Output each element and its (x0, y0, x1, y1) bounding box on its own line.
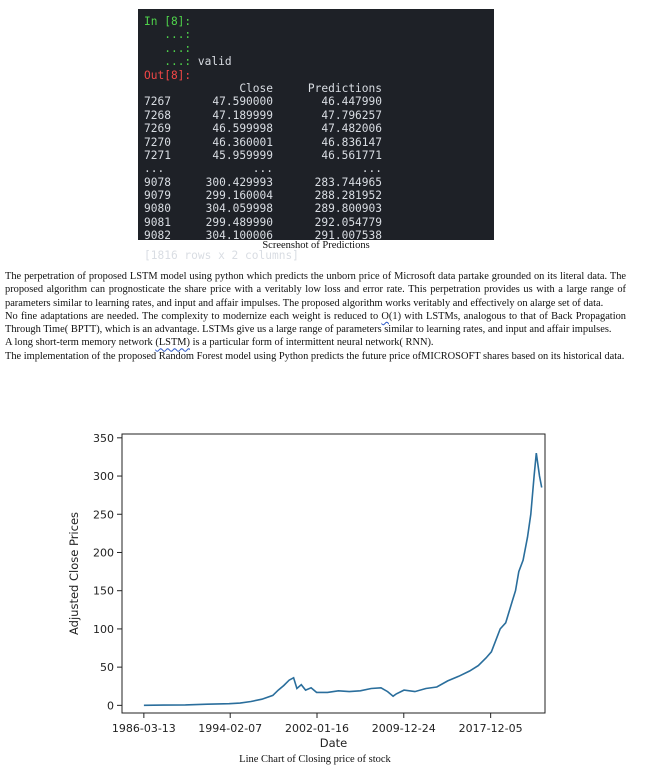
close-value: ... (252, 162, 273, 176)
paragraph-text: is a particular form of intermittent neural network( RNN). (190, 337, 434, 349)
continuation-prompt: ...: (164, 55, 192, 69)
table-row (144, 95, 494, 108)
table-row (144, 216, 494, 229)
continuation-prompt: ...: (164, 41, 192, 55)
output-prompt-line (144, 69, 494, 82)
y-axis-title: Adjusted Close Prices (67, 511, 81, 636)
paragraph: The implementation of the proposed Random Forest model using Python predicts the future price ofMICROSOFT shares based on its historical data. (5, 350, 625, 362)
spellcheck-word: O (381, 310, 389, 322)
row-index: 7267 (144, 95, 171, 109)
input-prompt: In [8]: (144, 15, 192, 28)
closing-price-line-chart (60, 428, 580, 758)
paragraph (5, 336, 626, 349)
paragraph-text: (1) with LSTMs, analogous to that of Back Propagation Through Time( BPTT), which is an advantage. LSTMs give us a large range of parameters similar to learning rates, and input and affair impulses. (5, 310, 626, 336)
code-line (144, 55, 494, 68)
output-prompt: Out[8]: (144, 68, 192, 82)
continuation-line (144, 28, 494, 41)
prediction-value: 46.447990 (321, 95, 382, 109)
chart-svg (60, 428, 580, 758)
figure-caption-predictions: Screenshot of Predictions (262, 240, 370, 251)
y-tick-label: 100 (93, 622, 114, 636)
input-prompt-line (144, 15, 494, 28)
body-text (5, 270, 626, 363)
table-row (144, 162, 494, 175)
row-index: 7270 (144, 135, 171, 149)
y-tick-label: 50 (100, 661, 114, 675)
row-index: 7271 (144, 148, 171, 162)
prediction-value: 47.482006 (321, 122, 382, 136)
prediction-value: 289.800903 (314, 202, 382, 216)
close-value: 299.160004 (205, 189, 273, 203)
y-tick-label: 200 (93, 546, 114, 560)
y-tick-label: 150 (93, 584, 114, 598)
close-value: 47.590000 (212, 95, 273, 109)
row-index: 7268 (144, 108, 171, 122)
table-row (144, 176, 494, 189)
prediction-value: 47.796257 (321, 108, 382, 122)
y-tick-label: 350 (93, 431, 114, 445)
column-header-predictions: Predictions (307, 81, 382, 95)
table-row (144, 202, 494, 215)
x-tick-label: 2002-01-16 (285, 722, 349, 735)
paragraph: The perpetration of proposed LSTM model using python which predicts the unborn price of Microsoft data partake grounded on its literal data. The proposed algorithm can prognosticate the share price with a veritably low loss and error rate. This perpetration provides us with a large range of parameters similar to learning rates, and input and affair impulses. The proposed algorithm works veritably and effectively on alarge set of data. (5, 271, 626, 309)
y-axis (93, 432, 122, 713)
prediction-value: 291.007538 (314, 229, 382, 243)
x-tick-label: 1986-03-13 (111, 722, 176, 735)
x-tick-label: 1994-02-07 (198, 722, 263, 735)
close-value: 46.360001 (212, 135, 273, 149)
prediction-value: 46.836147 (321, 135, 382, 149)
table-body (144, 95, 494, 242)
prediction-value: 288.281952 (314, 189, 382, 203)
close-value: 304.059998 (205, 202, 273, 216)
row-index: 9078 (144, 175, 171, 189)
y-tick-label: 0 (107, 699, 114, 713)
continuation-line (144, 42, 494, 55)
x-tick-label: 2009-12-24 (371, 722, 436, 735)
row-index: 9082 (144, 229, 171, 243)
row-index: 9079 (144, 189, 171, 203)
series-line (144, 453, 542, 705)
plot-frame (122, 434, 545, 713)
column-header-close: Close (239, 81, 273, 95)
table-row (144, 189, 494, 202)
close-value: 46.599998 (212, 122, 273, 136)
row-index: 9081 (144, 215, 171, 229)
close-value: 45.959999 (212, 148, 273, 162)
x-tick-label: 2017-12-05 (458, 722, 523, 735)
table-header-row (144, 82, 494, 95)
row-index: 7269 (144, 122, 171, 136)
x-axis (112, 713, 523, 735)
table-row (144, 109, 494, 122)
spellcheck-word: (LSTM) (155, 337, 190, 349)
prediction-value: 292.054779 (314, 215, 382, 229)
paragraph (5, 310, 626, 337)
close-value: 299.489990 (205, 215, 273, 229)
row-index: ... (144, 162, 165, 176)
paragraph-text: A long short-term memory network (5, 337, 156, 349)
code-text: valid (191, 55, 232, 69)
prediction-value: 283.744965 (314, 175, 382, 189)
table-summary: [1816 rows x 2 columns] (144, 248, 299, 262)
prediction-value: 46.561771 (321, 148, 382, 162)
table-row (144, 149, 494, 162)
x-axis-title: Date (319, 736, 348, 750)
table-row (144, 136, 494, 149)
paragraph-text: No fine adaptations are needed. The complexity to modernize each weight is reduced to (5, 310, 382, 322)
table-row (144, 122, 494, 135)
close-value: 47.189999 (212, 108, 273, 122)
close-value: 304.100006 (205, 229, 273, 243)
figure-caption-chart: Line Chart of Closing price of stock (239, 754, 391, 765)
y-tick-label: 250 (93, 508, 114, 522)
close-value: 300.429993 (205, 175, 273, 189)
prediction-value: ... (361, 162, 382, 176)
row-index: 9080 (144, 202, 171, 216)
y-tick-label: 300 (93, 470, 114, 484)
continuation-prompt: ...: (164, 28, 192, 42)
